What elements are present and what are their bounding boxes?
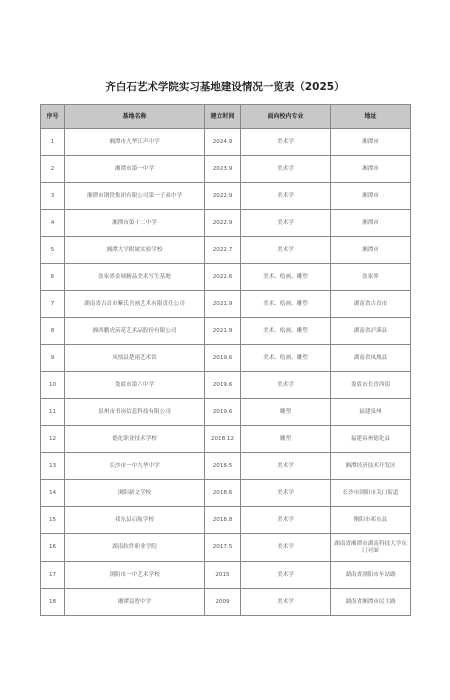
cell-time: 2015 <box>205 562 241 589</box>
cell-name: 湘潭市九华江声中学 <box>65 129 205 156</box>
table-row <box>41 291 411 318</box>
cell-name: 湖南省吉首市紫氏吾画艺术有限责任公司 <box>65 291 205 318</box>
cell-name: 张家界金域精品美术写生基地 <box>65 264 205 291</box>
cell-time: 2023.9 <box>205 156 241 183</box>
cell-address: 福建泉州 <box>331 399 411 426</box>
cell-major: 美术学 <box>241 480 331 507</box>
cell-address: 湘潭市 <box>331 129 411 156</box>
cell-major: 美术学 <box>241 589 331 616</box>
cell-no: 8 <box>41 318 65 345</box>
cell-address: 湖南省泸溪县 <box>331 318 411 345</box>
cell-no: 17 <box>41 562 65 589</box>
cell-time: 2017.5 <box>205 534 241 562</box>
table-row <box>41 426 411 453</box>
cell-time: 2022.6 <box>205 264 241 291</box>
table-row <box>41 129 411 156</box>
cell-no: 11 <box>41 399 65 426</box>
header-no: 序号 <box>41 105 65 129</box>
cell-no: 6 <box>41 264 65 291</box>
cell-time: 2018.5 <box>205 453 241 480</box>
cell-no: 1 <box>41 129 65 156</box>
cell-address: 湖南省湘潭市湖南科技大学东门对面 <box>331 534 411 562</box>
header-address: 地址 <box>331 105 411 129</box>
cell-name: 湖南软件职业学院 <box>65 534 205 562</box>
cell-no: 14 <box>41 480 65 507</box>
table-row <box>41 156 411 183</box>
table-title: 齐白石艺术学院实习基地建设情况一览表（2025） <box>105 81 345 93</box>
cell-name: 湘西鹏虎苗花艺术品股份有限公司 <box>65 318 205 345</box>
cell-time: 2019.6 <box>205 399 241 426</box>
spreadsheet-sheet <box>40 78 410 616</box>
cell-no: 13 <box>41 453 65 480</box>
header-name: 基地名称 <box>65 105 205 129</box>
cell-time: 2018.8 <box>205 507 241 534</box>
cell-address: 湘潭市 <box>331 210 411 237</box>
table-row <box>41 210 411 237</box>
cell-major: 美术学 <box>241 534 331 562</box>
cell-address: 衡阳市祁东县 <box>331 507 411 534</box>
cell-time: 2019.6 <box>205 345 241 372</box>
cell-major: 美术学 <box>241 453 331 480</box>
cell-no: 2 <box>41 156 65 183</box>
table-row <box>41 534 411 562</box>
cell-time: 2022.9 <box>205 183 241 210</box>
cell-address: 湖南省吉首市 <box>331 291 411 318</box>
cell-major: 美术学 <box>241 156 331 183</box>
cell-time: 2022.9 <box>205 210 241 237</box>
cell-address: 湖南省湘潭市民主路 <box>331 589 411 616</box>
cell-time: 2018.6 <box>205 480 241 507</box>
cell-major: 美术学 <box>241 507 331 534</box>
table-row <box>41 264 411 291</box>
cell-name: 凤凰县楚雨艺术馆 <box>65 345 205 372</box>
table-row <box>41 372 411 399</box>
cell-major: 美术学 <box>241 372 331 399</box>
table-row <box>41 345 411 372</box>
cell-no: 15 <box>41 507 65 534</box>
cell-time: 2009 <box>205 589 241 616</box>
cell-name: 浏阳市一中艺术学校 <box>65 562 205 589</box>
cell-time: 2018.12 <box>205 426 241 453</box>
cell-name: 泉州市书岗信息科技有限公司 <box>65 399 205 426</box>
table-row <box>41 480 411 507</box>
table-row <box>41 453 411 480</box>
cell-address: 湘潭市 <box>331 183 411 210</box>
cell-address: 娄底市长青西街 <box>331 372 411 399</box>
table-row <box>41 183 411 210</box>
cell-no: 16 <box>41 534 65 562</box>
cell-address: 湘潭市 <box>331 156 411 183</box>
cell-major: 美术学 <box>241 562 331 589</box>
cell-address: 长沙市浏阳市关口街道 <box>331 480 411 507</box>
cell-major: 美术学 <box>241 183 331 210</box>
cell-major: 美术、绘画、雕塑 <box>241 345 331 372</box>
cell-no: 5 <box>41 237 65 264</box>
cell-address: 湖南省凤凰县 <box>331 345 411 372</box>
cell-name: 长沙市一中九华中学 <box>65 453 205 480</box>
cell-name: 德化职业技术学校 <box>65 426 205 453</box>
cell-major: 雕塑 <box>241 399 331 426</box>
table-row <box>41 318 411 345</box>
cell-major: 美术学 <box>241 210 331 237</box>
table-row <box>41 562 411 589</box>
cell-major: 雕塑 <box>241 426 331 453</box>
cell-address: 福建泉州德化县 <box>331 426 411 453</box>
cell-name: 湘潭大学附属实验学校 <box>65 237 205 264</box>
cell-name: 祁东县启航学校 <box>65 507 205 534</box>
table-row <box>41 507 411 534</box>
cell-major: 美术学 <box>241 237 331 264</box>
cell-name: 湘潭市第十二中学 <box>65 210 205 237</box>
cell-no: 7 <box>41 291 65 318</box>
cell-major: 美术、绘画、雕塑 <box>241 318 331 345</box>
cell-no: 12 <box>41 426 65 453</box>
cell-no: 3 <box>41 183 65 210</box>
cell-major: 美术学 <box>241 129 331 156</box>
cell-time: 2024.9 <box>205 129 241 156</box>
cell-time: 2021.9 <box>205 318 241 345</box>
header-row <box>41 105 411 129</box>
cell-address: 湘潭经济技术开发区 <box>331 453 411 480</box>
cell-no: 18 <box>41 589 65 616</box>
cell-major: 美术、绘画、雕塑 <box>241 291 331 318</box>
cell-no: 10 <box>41 372 65 399</box>
cell-no: 4 <box>41 210 65 237</box>
table-row <box>41 237 411 264</box>
cell-address: 张家界 <box>331 264 411 291</box>
cell-name: 浏阳新文学校 <box>65 480 205 507</box>
cell-time: 2022.7 <box>205 237 241 264</box>
base-table <box>40 104 411 616</box>
cell-major: 美术、绘画、雕塑 <box>241 264 331 291</box>
cell-name: 湘潭市钢铁集团有限公司第一子弟中学 <box>65 183 205 210</box>
cell-name: 湘潭益智中学 <box>65 589 205 616</box>
cell-name: 娄底市第六中学 <box>65 372 205 399</box>
cell-address: 湖南省浏阳市车站路 <box>331 562 411 589</box>
table-body <box>41 129 411 616</box>
cell-time: 2021.9 <box>205 291 241 318</box>
cell-no: 9 <box>41 345 65 372</box>
cell-name: 湘潭市第一中学 <box>65 156 205 183</box>
header-major: 面向校内专业 <box>241 105 331 129</box>
cell-time: 2019.6 <box>205 372 241 399</box>
header-time: 建立时间 <box>205 105 241 129</box>
table-row <box>41 399 411 426</box>
table-row <box>41 589 411 616</box>
cell-address: 湘潭市 <box>331 237 411 264</box>
